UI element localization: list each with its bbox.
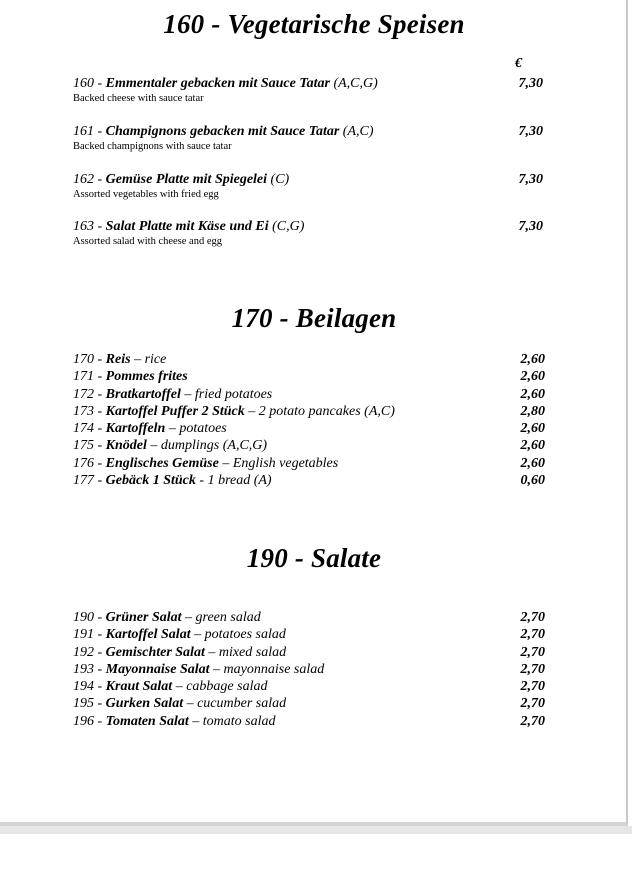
- item-allergens: (A,C,G): [333, 76, 378, 91]
- item-price: 0,60: [520, 473, 545, 489]
- item-name: Gebäck 1 Stück: [105, 473, 196, 489]
- item-code: 175: [73, 438, 94, 454]
- item-name: Salat Platte mit Käse und Ei: [105, 219, 269, 234]
- item-allergens: (C): [270, 172, 290, 187]
- item-price: 2,60: [520, 455, 545, 471]
- list-item: 176 - Englisches Gemüse – English vegetables 2,60: [73, 455, 545, 471]
- item-code: 190: [73, 610, 94, 625]
- item-translation: rice: [144, 352, 167, 367]
- section-title-beilagen: 170 - Beilagen: [231, 303, 397, 333]
- item-name: Kartoffel Salat: [105, 627, 191, 643]
- item-price: 2,70: [520, 627, 545, 643]
- section-title-vegetarische-speisen: 160 - Vegetarische Speisen: [163, 9, 465, 39]
- item-price: 7,30: [518, 172, 543, 187]
- list-item: 175 - Knödel – dumplings (A,C,G) 2,60: [73, 438, 545, 454]
- item-description: Backed champignons with sauce tatar: [73, 141, 232, 152]
- item-translation: tomato salad: [202, 713, 276, 729]
- item-code: 170: [73, 352, 94, 367]
- item-separator: –: [181, 610, 196, 625]
- beilagen-list: [73, 351, 545, 489]
- item-separator: –: [183, 696, 198, 712]
- item-price: 7,30: [518, 219, 543, 234]
- item-separator: –: [146, 438, 161, 454]
- item-price: 7,30: [518, 124, 543, 139]
- item-name: Mayonnaise Salat: [105, 661, 210, 677]
- item-translation: cabbage salad: [186, 679, 268, 695]
- list-item: 177 - Gebäck 1 Stück - 1 bread (A) 0,60: [73, 473, 545, 489]
- item-translation: dumplings (A,C,G): [160, 438, 268, 454]
- list-item: 172 - Bratkartoffel – fried potatoes 2,60: [73, 386, 545, 402]
- item-translation: fried potatoes: [194, 386, 273, 402]
- item-translation: potatoes: [179, 421, 227, 437]
- item-name: Kartoffeln: [105, 421, 166, 437]
- item-price: 2,60: [520, 386, 545, 402]
- list-item: 190 - Grüner Salat – green salad 2,70: [73, 610, 545, 625]
- item-price: 2,70: [520, 644, 545, 660]
- item-separator: –: [209, 661, 224, 677]
- page-gap: [0, 826, 632, 893]
- item-code: 174: [73, 421, 94, 437]
- item-code: 162: [73, 172, 94, 187]
- item-name: Englisches Gemüse: [105, 455, 219, 471]
- item-price: 2,60: [520, 369, 545, 385]
- item-name: Champignons gebacken mit Sauce Tatar: [105, 124, 340, 139]
- item-name: Emmentaler gebacken mit Sauce Tatar: [105, 76, 330, 91]
- item-separator: –: [165, 421, 180, 437]
- item-translation: 2 potato pancakes (A,C): [258, 403, 395, 419]
- item-code: 171: [73, 369, 94, 385]
- item-name: Gemüse Platte mit Spiegelei: [105, 172, 268, 187]
- item-translation: potatoes salad: [204, 627, 286, 643]
- item-description: Backed cheese with sauce tatar: [73, 93, 204, 104]
- item-code: 176: [73, 455, 94, 471]
- item-code: 195: [73, 696, 94, 712]
- menu-item: 162 - Gemüse Platte mit Spiegelei (C) Assorted vegetables with fried egg: [73, 172, 553, 201]
- item-name: Grüner Salat: [105, 610, 182, 625]
- item-description: Assorted salad with cheese and egg: [73, 236, 222, 247]
- item-name: Bratkartoffel: [105, 386, 181, 402]
- item-name: Tomaten Salat: [105, 713, 189, 729]
- item-code: 194: [73, 679, 94, 695]
- item-price: 2,70: [520, 661, 545, 677]
- menu-item: 160 - Emmentaler gebacken mit Sauce Tatar (A,C,G) Backed cheese with sauce tatar: [73, 76, 553, 105]
- item-name: Gemischter Salat: [105, 644, 205, 660]
- item-name: Kraut Salat: [105, 679, 173, 695]
- item-allergens: (C,G): [272, 219, 305, 234]
- item-separator: –: [218, 455, 233, 471]
- item-separator: -: [195, 473, 208, 489]
- item-price: 2,70: [520, 610, 545, 625]
- item-separator: –: [172, 679, 187, 695]
- item-translation: mayonnaise salad: [223, 661, 325, 677]
- list-item: 193 - Mayonnaise Salat – mayonnaise salad 2,70: [73, 661, 545, 677]
- item-name: Pommes frites: [105, 369, 188, 385]
- salate-list: [73, 609, 545, 730]
- item-code: 193: [73, 661, 94, 677]
- list-item: 171 - Pommes frites 2,60: [73, 369, 545, 385]
- item-separator: –: [180, 386, 195, 402]
- item-translation: cucumber salad: [197, 696, 287, 712]
- page-divider: [0, 826, 632, 834]
- item-translation: 1 bread (A): [207, 473, 272, 489]
- item-price: 7,30: [518, 76, 543, 91]
- item-name: Kartoffel Puffer 2 Stück: [105, 403, 245, 419]
- item-price: 2,60: [520, 421, 545, 437]
- item-translation: green salad: [195, 610, 261, 625]
- item-price: 2,80: [520, 403, 545, 419]
- item-code: 160: [73, 76, 94, 91]
- list-item: 191 - Kartoffel Salat – potatoes salad 2,70: [73, 627, 545, 643]
- item-translation: mixed salad: [218, 644, 287, 660]
- item-price: 2,60: [520, 352, 545, 367]
- menu-item: 163 - Salat Platte mit Käse und Ei (C,G) Assorted salad with cheese and egg: [73, 219, 553, 248]
- item-code: 172: [73, 386, 94, 402]
- item-code: 163: [73, 219, 94, 234]
- item-code: 196: [73, 713, 94, 729]
- item-price: 2,70: [520, 713, 545, 729]
- item-code: 192: [73, 644, 94, 660]
- list-item: 196 - Tomaten Salat – tomato salad 2,70: [73, 713, 545, 729]
- item-price: 2,60: [520, 438, 545, 454]
- section-title-salate: 190 - Salate: [246, 543, 382, 573]
- item-separator: –: [204, 644, 219, 660]
- list-item: 194 - Kraut Salat – cabbage salad 2,70: [73, 679, 545, 695]
- item-translation: English vegetables: [232, 455, 339, 471]
- currency-symbol: €: [515, 56, 522, 71]
- item-code: 173: [73, 403, 94, 419]
- item-code: 177: [73, 473, 94, 489]
- list-item: 170 - Reis – rice 2,60: [73, 352, 545, 367]
- item-allergens: (A,C): [342, 124, 374, 139]
- item-code: 191: [73, 627, 94, 643]
- item-code: 161: [73, 124, 94, 139]
- item-price: 2,70: [520, 696, 545, 712]
- item-description: Assorted vegetables with fried egg: [73, 189, 219, 200]
- item-separator: –: [244, 403, 259, 419]
- list-item: 173 - Kartoffel Puffer 2 Stück – 2 potato pancakes (A,C) 2,80: [73, 403, 545, 419]
- item-price: 2,70: [520, 679, 545, 695]
- item-separator: –: [190, 627, 205, 643]
- item-name: Reis: [105, 352, 131, 367]
- list-item: 174 - Kartoffeln – potatoes 2,60: [73, 421, 545, 437]
- menu-item: 161 - Champignons gebacken mit Sauce Tatar (A,C) Backed champignons with sauce tatar: [73, 124, 553, 153]
- list-item: 195 - Gurken Salat – cucumber salad 2,70: [73, 696, 545, 712]
- item-separator: –: [188, 713, 203, 729]
- list-item: 192 - Gemischter Salat – mixed salad 2,70: [73, 644, 545, 660]
- item-name: Gurken Salat: [105, 696, 184, 712]
- item-name: Knödel: [105, 438, 147, 454]
- item-separator: –: [130, 352, 145, 367]
